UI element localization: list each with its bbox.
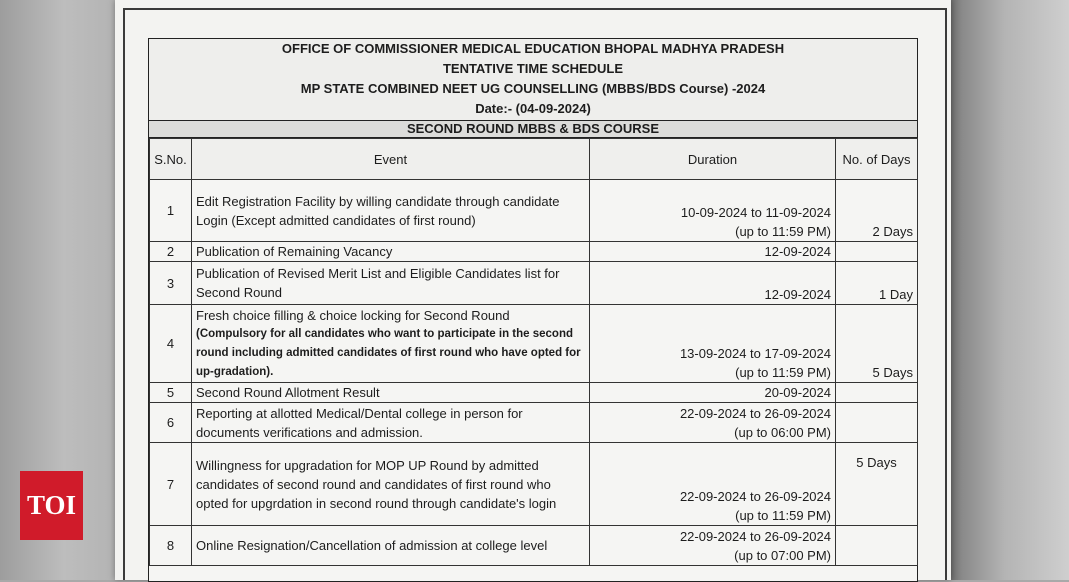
page-border-left	[123, 8, 125, 580]
column-header-event: Event	[192, 139, 590, 180]
row-duration-dates: 13-09-2024 to 17-09-2024	[679, 346, 831, 361]
header-office: OFFICE OF COMMISSIONER MEDICAL EDUCATION BHOPAL MADHYA PRADESH	[281, 41, 785, 56]
toi-logo: TOI	[20, 471, 83, 540]
column-header-days: No. of Days	[836, 139, 918, 180]
row-event-text: Publication of Revised Merit List and Eligible Candidates list for Second Round	[196, 266, 560, 300]
row-days	[836, 242, 918, 262]
row-duration-dates: 12-09-2024	[764, 244, 831, 259]
schedule-sheet	[148, 38, 918, 582]
row-duration-note: (up to 06:00 PM)	[734, 425, 831, 440]
row-sno: 7	[150, 443, 192, 526]
row-duration	[590, 383, 836, 403]
row-event-text: Reporting at allotted Medical/Dental college in person for documents verifications and admission.	[196, 405, 523, 440]
document-header	[149, 39, 917, 121]
row-days	[836, 383, 918, 403]
row-duration-dates: 10-09-2024 to 11-09-2024	[680, 205, 831, 220]
table-row	[150, 383, 918, 403]
row-days: 1 Day	[836, 262, 918, 305]
table-row	[150, 262, 918, 305]
row-duration	[590, 403, 836, 443]
row-event	[192, 526, 590, 566]
row-sno: 3	[150, 262, 192, 305]
row-duration	[590, 305, 836, 383]
row-event	[192, 180, 590, 242]
page-border-top	[123, 8, 947, 10]
table-row	[150, 403, 918, 443]
row-days	[836, 526, 918, 566]
row-event-note: (Compulsory for all candidates who want to participate in the second round including admitted candidates of first round who have opted for up-gradation).	[196, 327, 581, 378]
row-sno: 1	[150, 180, 192, 242]
row-duration	[590, 262, 836, 305]
row-duration	[590, 242, 836, 262]
row-sno: 6	[150, 403, 192, 443]
row-event-text: Second Round Allotment Result	[196, 385, 380, 400]
document-page	[115, 0, 951, 580]
row-event	[192, 305, 590, 383]
table-row	[150, 242, 918, 262]
row-event-text: Publication of Remaining Vacancy	[196, 244, 393, 259]
header-date: Date:- (04-09-2024)	[475, 101, 591, 116]
table-row	[150, 180, 918, 242]
row-duration-note: (up to 11:59 PM)	[735, 508, 831, 523]
row-days: 5 Days	[836, 443, 918, 526]
row-event	[192, 443, 590, 526]
row-sno: 2	[150, 242, 192, 262]
row-event-text: Edit Registration Facility by willing candidate through candidate Login (Except admitted candidates of first round)	[196, 193, 560, 228]
column-header-duration: Duration	[590, 139, 836, 180]
row-duration	[590, 526, 836, 566]
row-duration-dates: 22-09-2024 to 26-09-2024	[679, 489, 831, 504]
header-schedule-title: TENTATIVE TIME SCHEDULE	[442, 61, 624, 76]
section-title: SECOND ROUND MBBS & BDS COURSE	[149, 121, 917, 138]
row-event	[192, 262, 590, 305]
row-days	[836, 403, 918, 443]
row-duration-dates: 22-09-2024 to 26-09-2024	[679, 529, 831, 544]
row-days: 5 Days	[836, 305, 918, 383]
column-header-sno: S.No.	[150, 139, 192, 180]
schedule-table	[149, 138, 918, 566]
row-sno: 4	[150, 305, 192, 383]
row-duration-note: (up to 11:59 PM)	[735, 224, 831, 239]
row-event-text: Willingness for upgradation for MOP UP Round by admitted candidates of second round and candidates of first round who opted for upgrdation in second round through candidate's login	[196, 457, 557, 511]
row-duration-dates: 12-09-2024	[764, 287, 831, 302]
row-event-text: Online Resignation/Cancellation of admission at college level	[196, 538, 548, 553]
table-header-row	[150, 139, 918, 180]
table-row	[150, 305, 918, 383]
row-days: 2 Days	[836, 180, 918, 242]
table-row	[150, 443, 918, 526]
page-border-right	[945, 8, 947, 580]
row-duration	[590, 443, 836, 526]
row-duration-note: (up to 11:59 PM)	[735, 365, 831, 380]
header-counselling: MP STATE COMBINED NEET UG COUNSELLING (MBBS/BDS Course) -2024	[300, 81, 766, 96]
row-sno: 5	[150, 383, 192, 403]
row-duration-dates: 20-09-2024	[764, 385, 831, 400]
row-duration	[590, 180, 836, 242]
row-event-text: Fresh choice filling & choice locking for Second Round	[196, 307, 510, 323]
row-duration-note: (up to 07:00 PM)	[734, 548, 831, 563]
row-event	[192, 242, 590, 262]
row-event	[192, 383, 590, 403]
table-row	[150, 526, 918, 566]
row-duration-dates: 22-09-2024 to 26-09-2024	[679, 406, 831, 421]
row-sno: 8	[150, 526, 192, 566]
row-event	[192, 403, 590, 443]
